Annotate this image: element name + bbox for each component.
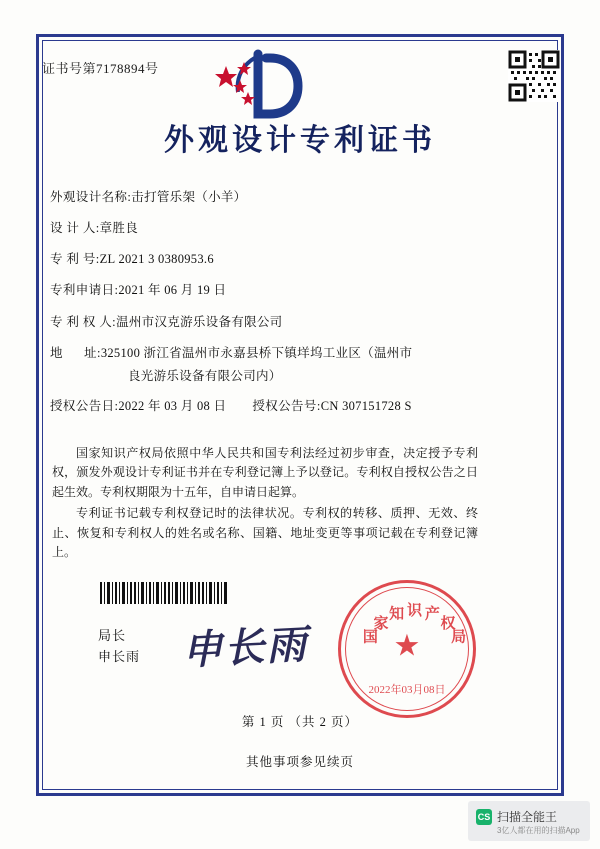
legal-text bbox=[52, 444, 478, 565]
field-label: 地 址: bbox=[50, 345, 101, 360]
seal-date: 2022年03月08日 bbox=[368, 684, 446, 696]
camscanner-watermark bbox=[468, 801, 590, 841]
seal-char: 识 bbox=[407, 603, 423, 619]
director-name: 申长雨 bbox=[98, 648, 141, 664]
seal-char: 国 bbox=[362, 629, 378, 646]
patent-office-logo-icon bbox=[196, 48, 316, 120]
field-list bbox=[50, 188, 480, 428]
camscanner-logo-icon: CS bbox=[476, 809, 492, 825]
field-row-design-name bbox=[50, 188, 480, 206]
legal-paragraph-2: 专利证书记载专利权登记时的法律状况。专利权的转移、质押、无效、终止、恢复和专利权人的姓名或名称、国籍、地址变更等事项记载在专利登记簿上。 bbox=[52, 506, 478, 560]
director-signature: 申长雨 bbox=[181, 621, 310, 674]
field-value: 2022 年 03 月 08 日 bbox=[118, 398, 227, 413]
seal-char: 产 bbox=[424, 606, 440, 623]
field-value: 325100 浙江省温州市永嘉县桥下镇垟坞工业区（温州市 bbox=[100, 345, 413, 360]
address-second-line: 良光游乐设备有限公司内） bbox=[128, 368, 282, 383]
seal-char: 家 bbox=[373, 615, 389, 632]
field-sub-value: CN 307151728 S bbox=[320, 398, 412, 413]
field-label: 外观设计名称: bbox=[50, 190, 132, 204]
field-value: 2021 年 06 月 19 日 bbox=[118, 283, 227, 298]
field-label: 专 利 权 人: bbox=[50, 314, 117, 329]
field-label: 专 利 号: bbox=[50, 252, 100, 267]
field-row-grant-announcement bbox=[50, 397, 480, 415]
certificate-number: 证书号第7178894号 bbox=[42, 61, 159, 76]
watermark-subtitle: 3亿人都在用的扫描App bbox=[497, 826, 580, 835]
footnote: 其他事项参见续页 bbox=[245, 755, 354, 769]
field-value: 击打管乐架（小羊） bbox=[131, 190, 247, 204]
field-row-application-date bbox=[50, 281, 480, 299]
director-title: 局长 bbox=[98, 628, 127, 643]
page-number: 第 1 页 （共 2 页） bbox=[241, 715, 359, 729]
seal-char: 局 bbox=[451, 629, 467, 646]
seal-char: 权 bbox=[440, 615, 456, 632]
field-row-designer bbox=[50, 219, 480, 237]
field-row-patentee bbox=[50, 313, 480, 331]
director-block bbox=[98, 626, 140, 668]
field-value: 章胜良 bbox=[99, 221, 139, 236]
official-seal bbox=[338, 580, 476, 718]
qr-code-icon bbox=[508, 50, 560, 102]
seal-char: 知 bbox=[389, 606, 405, 623]
field-row-address bbox=[50, 344, 480, 362]
field-value: 温州市汉克游乐设备有限公司 bbox=[116, 314, 283, 329]
legal-paragraph-1: 国家知识产权局依照中华人民共和国专利法经过初步审查，决定授予专利权，颁发外观设计专利证书并在专利登记簿上予以登记。专利权自授权公告之日起生效。专利权期限为十五年，自申请日起算。 bbox=[52, 446, 478, 499]
barcode-icon bbox=[100, 582, 230, 604]
page-title: 外观设计专利证书 bbox=[164, 124, 436, 157]
field-label: 设 计 人: bbox=[50, 221, 100, 236]
field-sub-label: 授权公告号: bbox=[252, 398, 321, 413]
field-label: 授权公告日: bbox=[50, 398, 119, 413]
national-emblem-icon: ★ bbox=[393, 629, 421, 663]
field-label: 专利申请日: bbox=[50, 283, 119, 298]
field-row-patent-number bbox=[50, 250, 480, 268]
field-value: ZL 2021 3 0380953.6 bbox=[99, 252, 214, 267]
watermark-title: 扫描全能王 bbox=[497, 810, 558, 824]
